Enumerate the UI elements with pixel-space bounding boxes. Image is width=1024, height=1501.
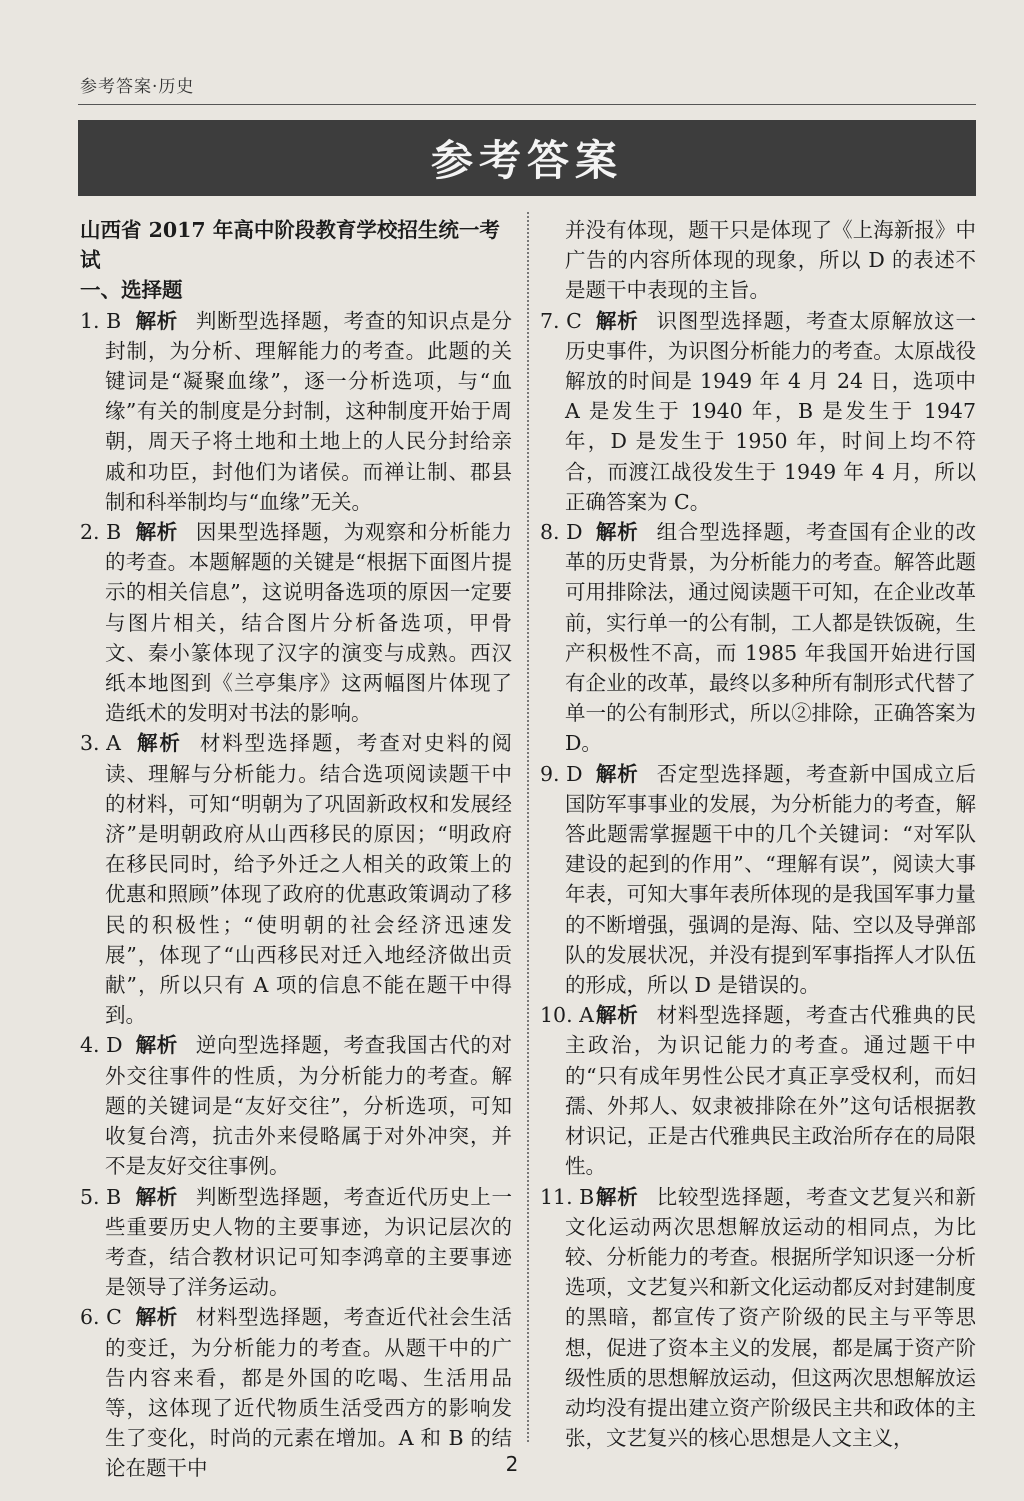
analysis-tag: 解析	[135, 1184, 178, 1209]
analysis-tag: 解析	[595, 1184, 639, 1209]
header-rule	[78, 104, 976, 105]
answer-text: 材料型选择题，考查近代社会生活的变迁，为分析能力的考查。从题干中的广告内容来看，都是外国的吃喝、生活用品等，这体现了近代物质生活受西方的影响发生了变化，时尚的元素在增加。A 和 B 的结论在题干中	[105, 1305, 513, 1481]
answer-item-11	[540, 1182, 976, 1454]
column-divider	[527, 212, 529, 1442]
right-column	[540, 215, 976, 1453]
answer-item-1	[80, 306, 512, 517]
analysis-tag: 解析	[135, 1033, 178, 1058]
answer-item-10	[540, 1000, 976, 1181]
answer-number: 7. C	[540, 308, 582, 333]
answer-item-2	[80, 517, 512, 728]
answer-number: 5. B	[80, 1184, 122, 1209]
answer-text: 比较型选择题，考查文艺复兴和新文化运动两次思想解放运动的相同点，为比较、分析能力的考查。根据所学知识逐一分析选项，文艺复兴和新文化运动都反对封建制度的黑暗，都宣传了资产阶级的民主与平等思想，促进了资本主义的发展，都是属于资产阶级性质的思想解放运动，但这两次思想解放运动均没有提出建立资产阶级民主共和政体的主张，文艺复兴的核心思想是人文主义，	[565, 1184, 977, 1451]
answer-text: 材料型选择题，考查古代雅典的民主政治，为识记能力的考查。通过题干中的“只有成年男性公民才真正享受权利，而妇孺、外邦人、奴隶被排除在外”这句话根据教材识记，正是古代雅典民主政治所存在的局限性。	[565, 1003, 977, 1179]
answer-number: 8. D	[540, 520, 583, 545]
analysis-tag: 解析	[595, 308, 639, 333]
answer-text: 因果型选择题，为观察和分析能力的考查。本题解题的关键是“根据下面图片提示的相关信息”，这说明备选项的原因一定要与图片相关，结合图片分析备选项，甲骨文、秦小篆体现了汉字的演变与成熟。西汉纸本地图到《兰亭集序》这两幅图片体现了造纸术的发明对书法的影响。	[105, 520, 513, 726]
analysis-tag: 解析	[135, 520, 178, 545]
section-title: 一、选择题	[80, 278, 183, 303]
answer-number: 10. A	[540, 1003, 594, 1028]
answer-text: 材料型选择题，考查对史料的阅读、理解与分析能力。结合选项阅读题干中的材料，可知“明朝为了巩固新政权和发展经济”是明朝政府从山西移民的原因；“明政府在移民同时，给予外迁之人相关的政策上的优惠和照顾”体现了政府的优惠政策调动了移民的积极性；“使明朝的社会经济迅速发展”，体现了“山西移民对迁入地经济做出贡献”，所以只有 A 项的信息不能在题干中得到。	[105, 731, 512, 1028]
running-head: 参考答案·历史	[80, 77, 195, 97]
answer-number: 4. D	[80, 1033, 123, 1058]
answer-item-3	[80, 728, 512, 1030]
answer-text: 判断型选择题，考查近代历史上一些重要历史人物的主要事迹，为识记层次的考查，结合教材识记可知李鸿章的主要事迹是领导了洋务运动。	[105, 1184, 513, 1300]
page-number: 2	[505, 1452, 519, 1476]
answer-number: 3. A	[80, 731, 121, 756]
left-column	[80, 215, 512, 1484]
answer-number: 11. B	[540, 1184, 595, 1209]
analysis-tag: 解析	[135, 1305, 178, 1330]
answer-text: 否定型选择题，考查新中国成立后国防军事事业的发展，为分析能力的考查，解答此题需掌握题干中的几个关键词：“对军队建设的起到的作用”、“理解有误”，阅读大事年表，可知大事年表所体现的是我国军事力量的不断增强，强调的是海、陆、空以及导弹部队的发展状况，并没有提到军事指挥人才队伍的形成，所以 D 是错误的。	[565, 761, 977, 998]
answer-number: 2. B	[80, 520, 122, 545]
exam-title: 山西省 2017 年高中阶段教育学校招生统一考试	[80, 218, 500, 273]
analysis-tag: 解析	[595, 520, 639, 545]
answer-item-4	[80, 1030, 512, 1181]
analysis-tag: 解析	[135, 731, 182, 756]
page-title: 参考答案	[430, 136, 623, 185]
answer-item-9	[540, 759, 976, 1001]
answer-text: 判断型选择题，考查的知识点是分封制，为分析、理解能力的考查。此题的关键词是“凝聚血缘”，逐一分析选项，与“血缘”有关的制度是分封制，这种制度开始于周朝，周天子将土地和土地上的人民分封给亲戚和功臣，封他们为诸侯。而禅让制、郡县制和科举制均与“血缘”无关。	[105, 308, 513, 514]
answer-text: 组合型选择题，考查国有企业的改革的历史背景，为分析能力的考查。解答此题可用排除法，通过阅读题干可知，在企业改革前，实行单一的公有制，工人都是铁饭碗，生产积极性不高，而 1985 年我国开始进行国有企业的改革，最终以多种所有制形式代替了单一的公有制形式，所以②排除，正确答案为 D。	[565, 520, 977, 756]
answer-continuation: 并没有体现，题干只是体现了《上海新报》中广告的内容所体现的现象，所以 D 的表述不是题干中表现的主旨。	[565, 218, 976, 303]
answer-item-7	[540, 306, 976, 517]
analysis-tag: 解析	[595, 761, 639, 786]
answer-item-8	[540, 517, 976, 759]
answer-number: 1. B	[80, 308, 122, 333]
analysis-tag: 解析	[595, 1003, 639, 1028]
answer-text: 识图型选择题，考查太原解放这一历史事件，为识图分析能力的考查。太原战役解放的时间是 1949 年 4 月 24 日，选项中 A 是发生于 1940 年，B 是发生于 1947 年，D 是发生于 1950 年，时间上均不符合，而渡江战役发生于 1949 年 4 月，所以正确答案为 C。	[565, 308, 977, 514]
answer-number: 6. C	[80, 1305, 122, 1330]
analysis-tag: 解析	[135, 308, 178, 333]
answer-item-5	[80, 1182, 512, 1303]
answer-text: 逆向型选择题，考查我国古代的对外交往事件的性质，为分析能力的考查。解题的关键词是“友好交往”，分析选项，可知收复台湾，抗击外来侵略属于对外冲突，并不是友好交往事例。	[105, 1033, 513, 1179]
answer-number: 9. D	[540, 761, 583, 786]
title-banner	[78, 120, 976, 196]
